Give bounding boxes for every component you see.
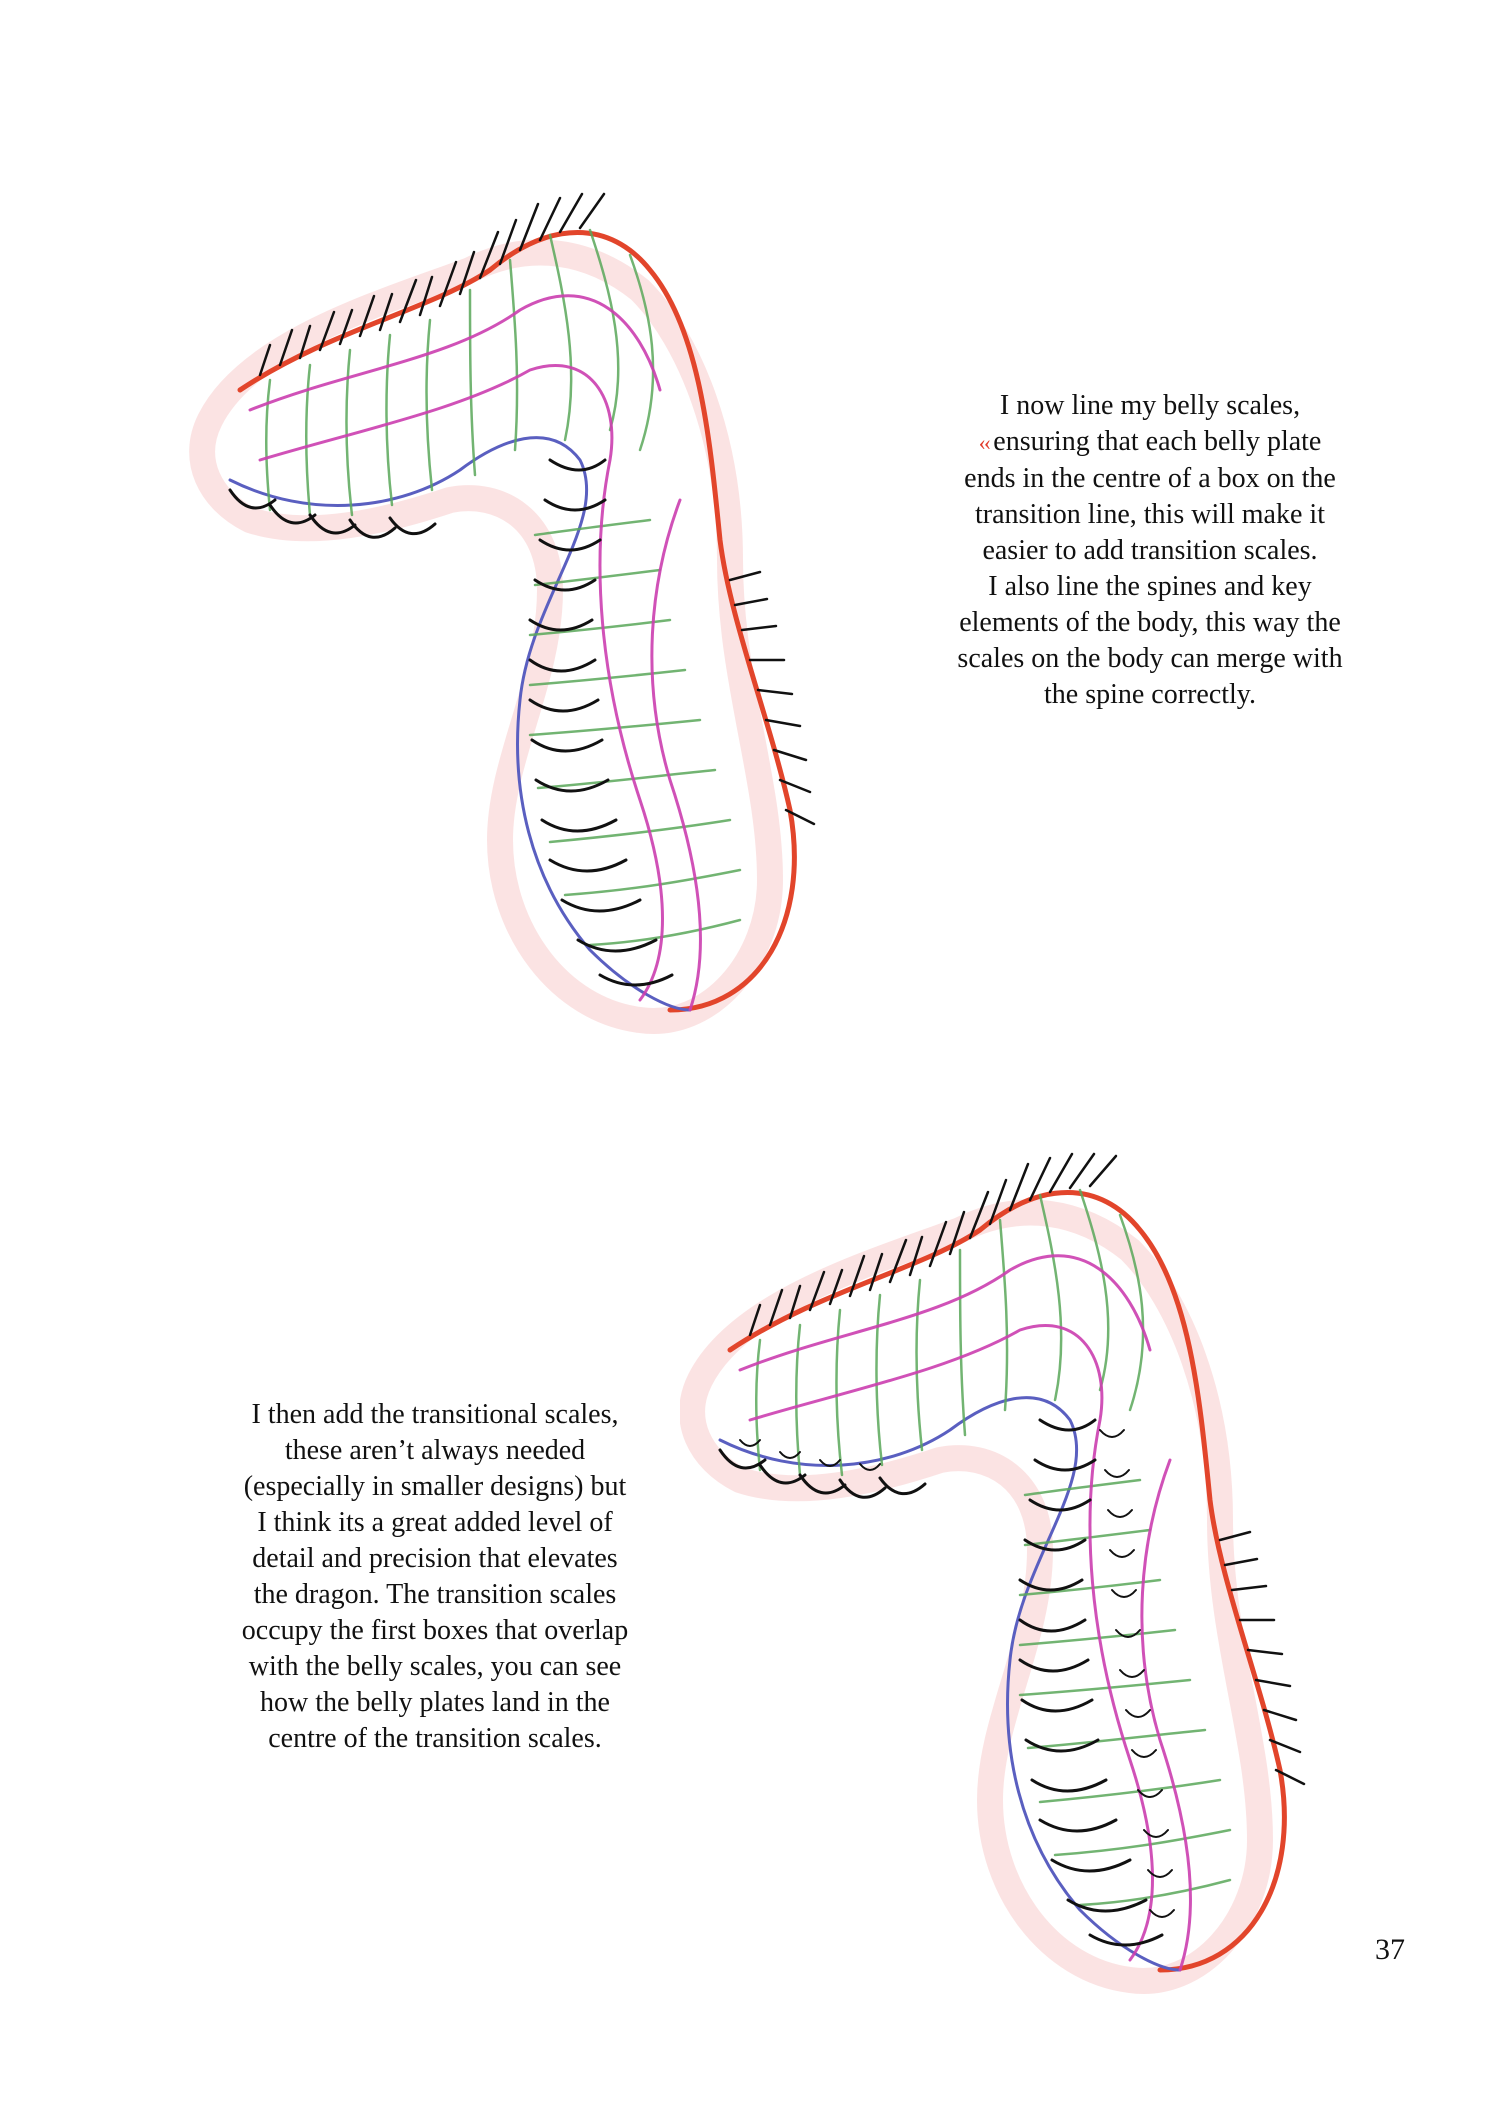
caption-line: I think its a great added level of bbox=[257, 1507, 613, 1538]
caption-line: scales on the body can merge with bbox=[957, 643, 1343, 674]
caption-line: I now line my belly scales, bbox=[999, 390, 1301, 421]
caption-line: I then add the transitional scales, bbox=[251, 1399, 619, 1430]
caption-line: I also line the spines and key bbox=[988, 571, 1312, 602]
caption-line: ends in the centre of a box on the bbox=[964, 463, 1336, 494]
caption-line: easier to add transition scales. bbox=[982, 535, 1318, 566]
caption-line: the spine correctly. bbox=[1044, 679, 1256, 710]
caption-line: transition line, this will make it bbox=[975, 499, 1325, 530]
red-mark-icon: ‹‹ bbox=[978, 430, 990, 455]
caption-line: these aren’t always needed bbox=[284, 1435, 586, 1466]
page-number: 37 bbox=[1375, 1933, 1405, 1966]
caption-line: occupy the first boxes that overlap bbox=[241, 1615, 629, 1646]
caption-line: the dragon. The transition scales bbox=[253, 1579, 617, 1610]
caption-line: centre of the transition scales. bbox=[268, 1723, 602, 1754]
dragon-body-sketch-top bbox=[170, 160, 890, 1060]
dragon-body-sketch-bottom bbox=[680, 1100, 1400, 2020]
caption-line bbox=[915, 424, 1385, 461]
caption-line: detail and precision that elevates bbox=[252, 1543, 618, 1574]
caption-line: elements of the body, this way the bbox=[959, 607, 1341, 638]
caption-belly-scales bbox=[915, 388, 1385, 713]
caption-line: with the belly scales, you can see bbox=[248, 1651, 622, 1682]
caption-transitional-scales bbox=[200, 1397, 670, 1757]
caption-line: (especially in smaller designs) but bbox=[243, 1471, 627, 1502]
caption-line: how the belly plates land in the bbox=[260, 1687, 610, 1718]
caption-line-text: ensuring that each belly plate bbox=[993, 426, 1322, 457]
